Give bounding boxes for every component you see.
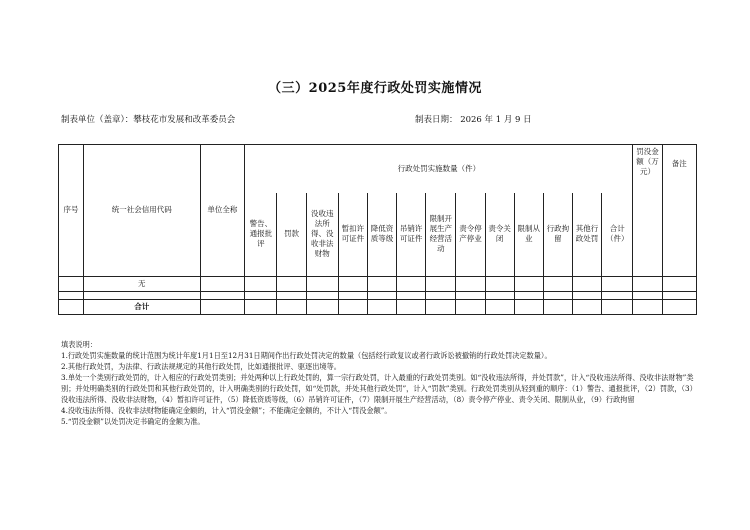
subheader-license-revocation: 吊销许可证件: [397, 193, 426, 277]
note-item: 1.行政处罚实施数量的统计范围为统计年度1月1日至12月31日期间作出行政处罚决定的数量（包括经行政复议或者行政诉讼被撤销的行政处罚决定数量）。: [61, 351, 552, 360]
subheader-production-restriction: 限制开展生产经营活动: [426, 193, 456, 277]
header-credit-code: 统一社会信用代码: [83, 145, 200, 277]
subheader-employment-restriction: 限制从业: [514, 193, 543, 277]
subheader-warning: 警告、通报批评: [245, 193, 277, 277]
subheader-other-penalty: 其他行政处罚: [572, 193, 601, 277]
subheader-suspension-of-business: 责令停产停业: [456, 193, 485, 277]
subheader-qualification-downgrade: 降低资质等级: [367, 193, 396, 277]
note-item: 2.其他行政处罚，为法律、行政法规规定的其他行政处罚，比如通报批评、驱逐出境等。: [61, 362, 341, 371]
notes-heading: 填表说明：: [61, 340, 97, 349]
report-date: 制表日期： 2026 年 1 月 9 日: [415, 115, 532, 125]
header-remarks: 备注: [662, 145, 696, 277]
note-item: 4.没收违法所得、没收非法财物能确定金额的，计入“罚没金额”；不能确定金额的，不计入“罚没金额”。: [61, 406, 392, 415]
subheader-confiscation: 没收违法所得、没收非法财物: [306, 193, 338, 277]
fill-instructions: [61, 339, 701, 427]
page-title: （三）2025年度行政处罚实施情况: [268, 81, 482, 96]
header-penalty-count: 行政处罚实施数量（件）: [245, 145, 633, 193]
penalty-table: [58, 144, 697, 315]
header-seq: 序号: [59, 145, 84, 277]
subheader-license-suspension: 暂扣许可证件: [338, 193, 367, 277]
note-item: 5.“罚没金额”以处罚决定书确定的金额为准。: [61, 417, 205, 426]
table-row: [59, 292, 697, 300]
note-item: 3.单处一个类别行政处罚的，计入相应的行政处罚类别；并处两种以上行政处罚的，算一宗行政处罚，计入最重的行政处罚类别。如“没收违法所得，并处罚款”，计入“没收违法所得、没收非法财物”类别；并处明确类别的行政处罚和其他行政处罚的，计入明确类别的行政处罚，如“处罚款，并处其他行政处罚”，计入“罚款”类别。行政处罚类别从轻到重的顺序：（1）警告、通报批评，（2）罚款，（3）没收违法所得、没收非法财物，（4）暂扣许可证件，（5）降低资质等级，（6）吊销许可证件，（7）限制开展生产经营活动，（8）责令停产停业、责令关闭、限制从业，（9）行政拘留: [61, 373, 697, 404]
total-row: [59, 300, 697, 315]
header-unit-name: 单位全称: [200, 145, 245, 277]
table-row: [59, 277, 697, 292]
none-cell: 无: [83, 277, 200, 292]
subheader-detention: 行政拘留: [543, 193, 572, 277]
total-label: 合计: [83, 300, 200, 315]
subheader-fine: 罚款: [277, 193, 306, 277]
subheader-total-count: 合计（件）: [602, 193, 633, 277]
reporting-unit: 制表单位（盖章）：攀枝花市发展和改革委员会: [61, 115, 236, 125]
header-fine-amount: 罚没金额（万元）: [633, 145, 662, 277]
subheader-closure: 责令关闭: [485, 193, 514, 277]
